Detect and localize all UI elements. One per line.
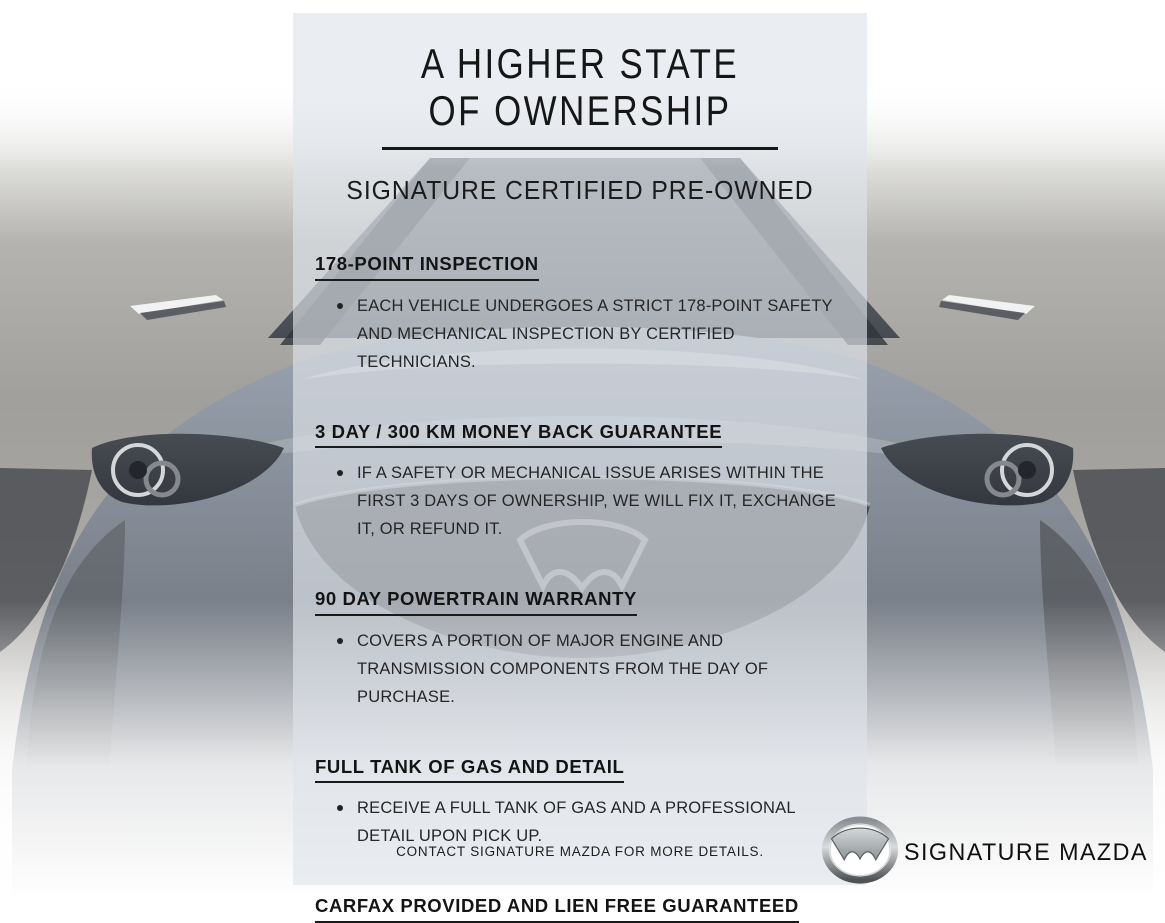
content-panel [293, 13, 867, 916]
mazda-logo-icon [821, 815, 899, 890]
section-bullets [315, 459, 845, 543]
section-carfax [315, 895, 845, 923]
section-inspection [315, 253, 845, 376]
section-powertrain-warranty [315, 588, 845, 711]
title-line-2: OF OWNERSHIP [428, 87, 732, 134]
section-gas-and-detail [315, 756, 845, 851]
title-underline [382, 147, 778, 150]
bullet-item: IF A SAFETY OR MECHANICAL ISSUE ARISES WITHIN THE FIRST 3 DAYS OF OWNERSHIP, WE WILL FIX IT, EXCHANGE IT, OR REFUND IT. [315, 459, 845, 543]
section-heading: 178-POINT INSPECTION [315, 253, 539, 281]
section-bullets [315, 292, 845, 376]
section-bullets [315, 794, 845, 850]
section-money-back [315, 421, 845, 544]
section-heading: 90 DAY POWERTRAIN WARRANTY [315, 588, 637, 616]
bullet-item: RECEIVE A FULL TANK OF GAS AND A PROFESSIONAL DETAIL UPON PICK UP. [315, 794, 845, 850]
section-heading: FULL TANK OF GAS AND DETAIL [315, 756, 624, 784]
poster-title [315, 40, 845, 150]
poster-subtitle: SIGNATURE CERTIFIED PRE-OWNED [346, 175, 814, 205]
title-line-1: A HIGHER STATE [420, 40, 740, 87]
bullet-item: COVERS A PORTION OF MAJOR ENGINE AND TRANSMISSION COMPONENTS FROM THE DAY OF PURCHASE. [315, 627, 845, 711]
brand-lockup [821, 815, 1155, 890]
benefit-sections [315, 253, 845, 923]
section-bullets [315, 627, 845, 711]
section-heading: CARFAX PROVIDED AND LIEN FREE GUARANTEED [315, 895, 799, 923]
contact-note: CONTACT SIGNATURE MAZDA FOR MORE DETAILS. [396, 844, 764, 859]
bullet-item: EACH VEHICLE UNDERGOES A STRICT 178-POINT SAFETY AND MECHANICAL INSPECTION BY CERTIFIED TECHNICIANS. [315, 292, 845, 376]
brand-name: SIGNATURE MAZDA [903, 838, 1148, 866]
section-heading: 3 DAY / 300 KM MONEY BACK GUARANTEE [315, 421, 722, 449]
